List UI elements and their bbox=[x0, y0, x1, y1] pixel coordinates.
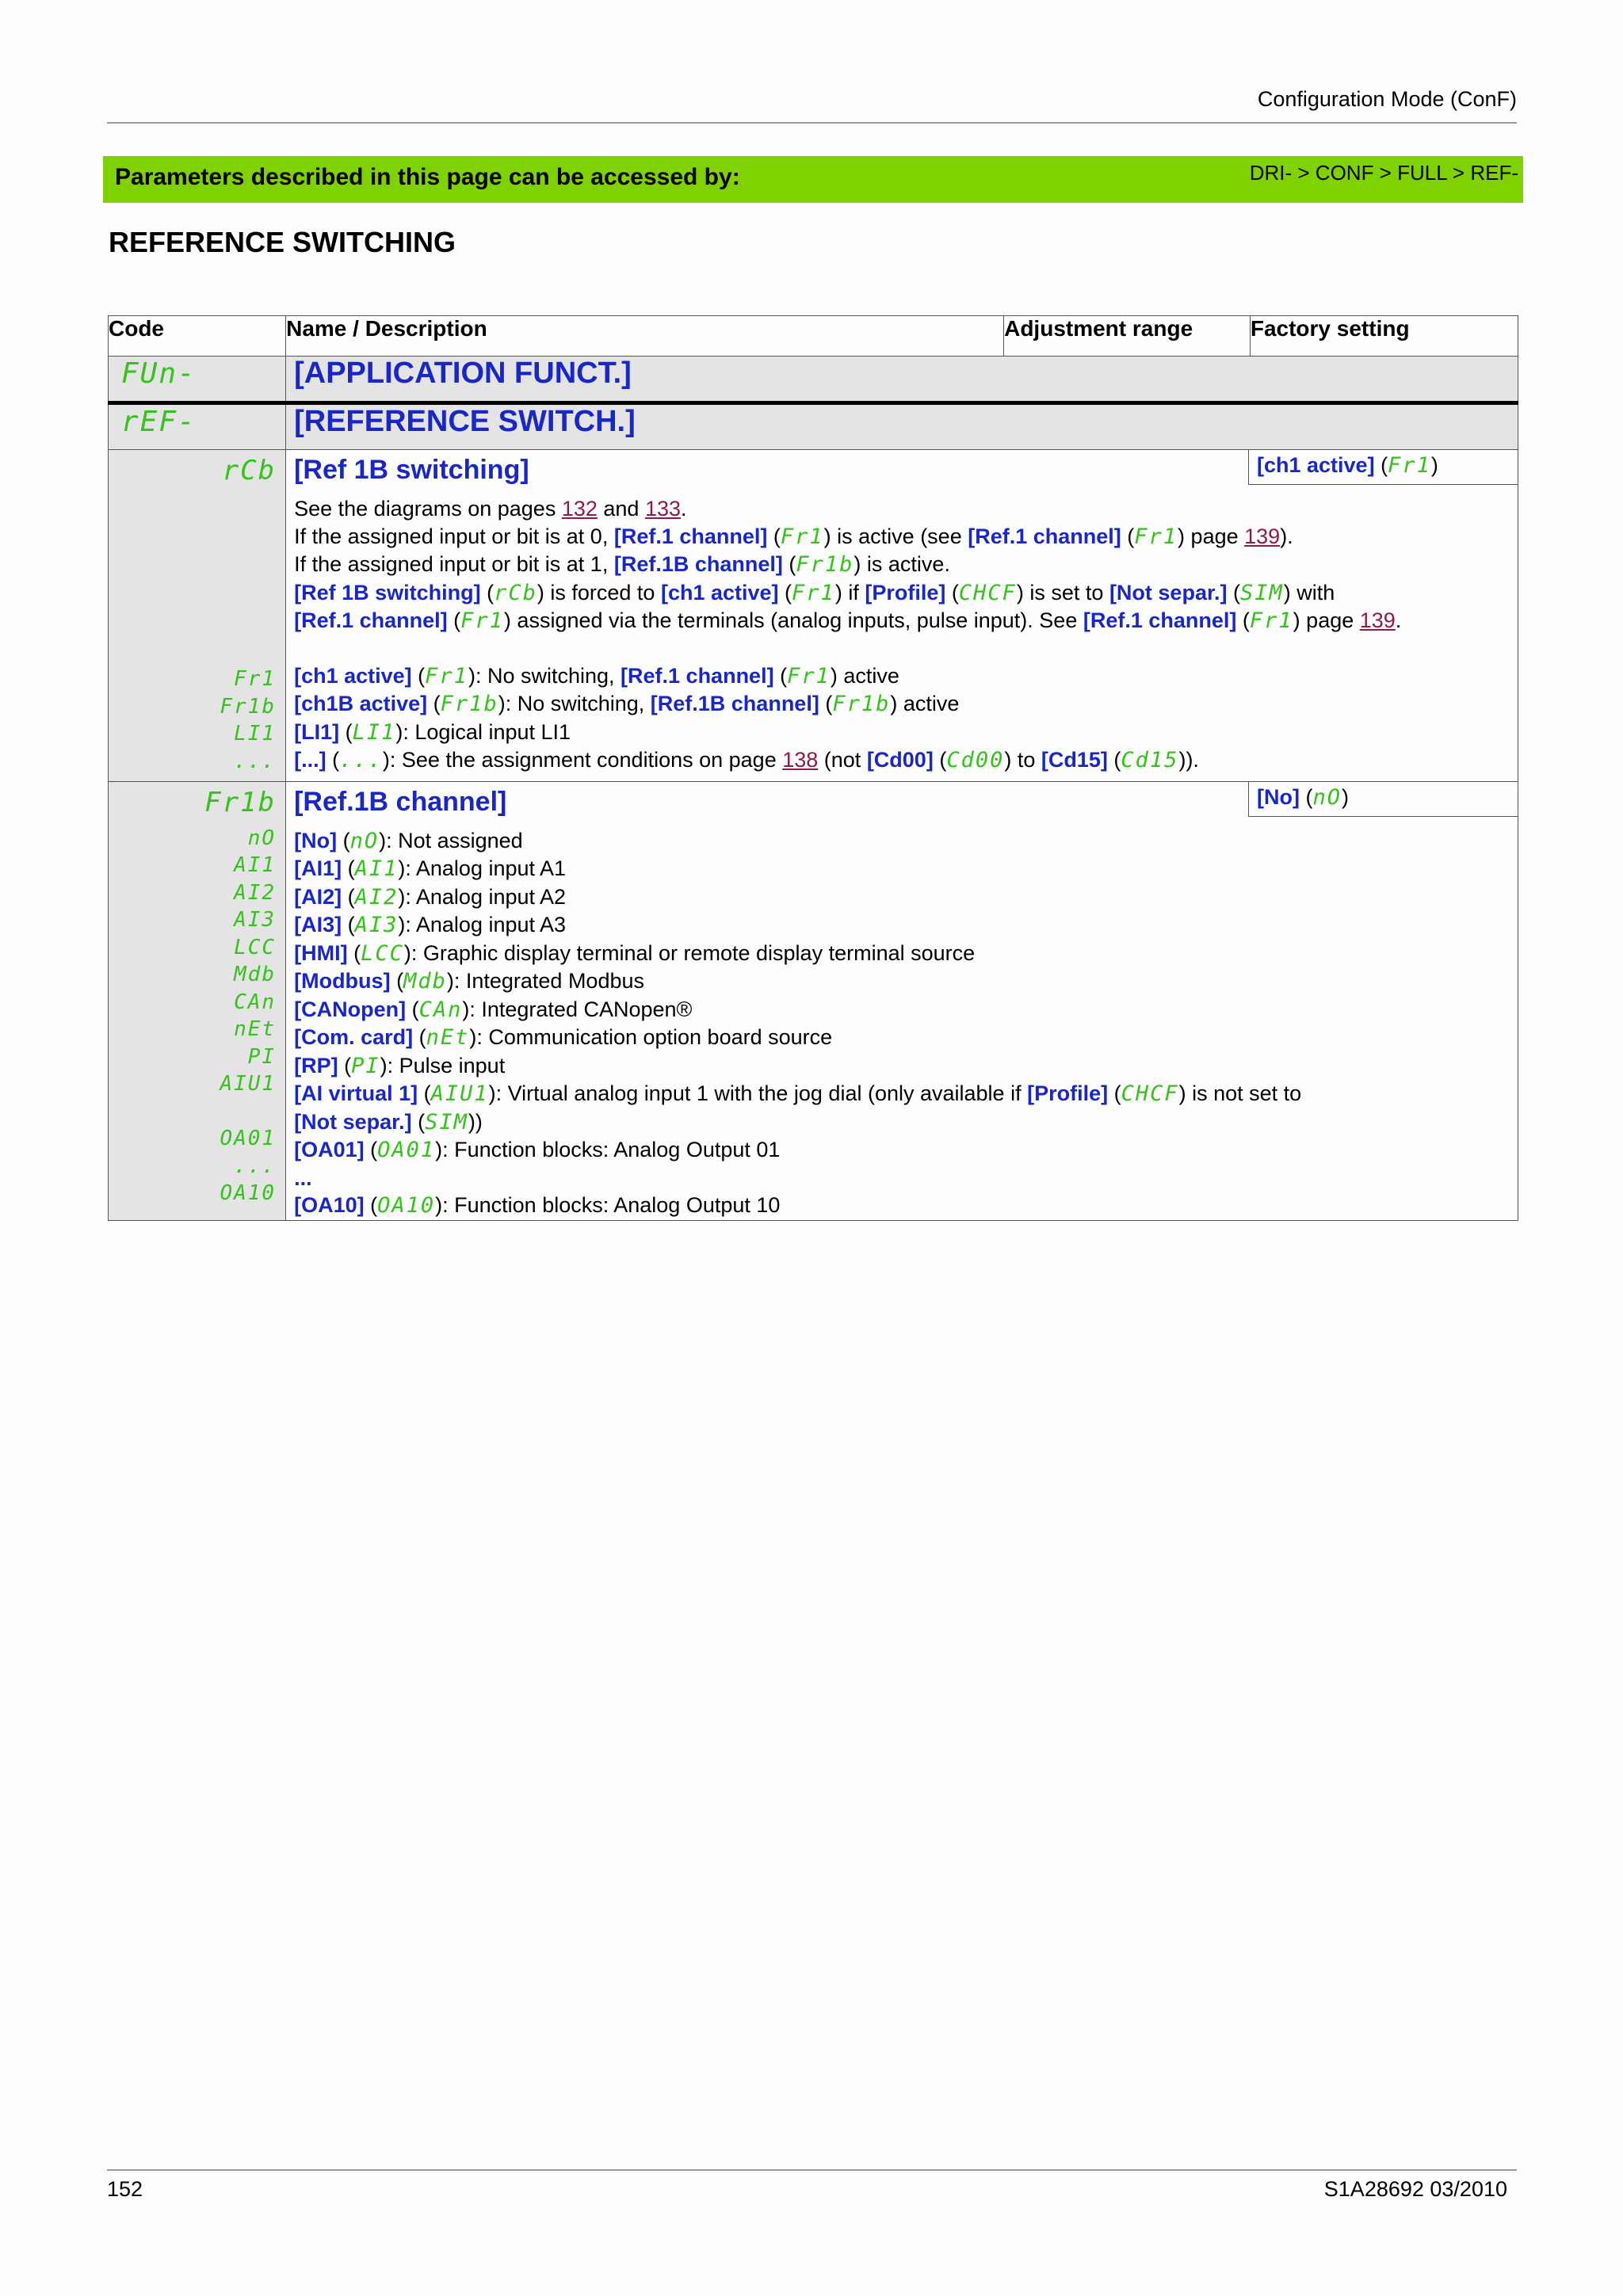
option-code: PI bbox=[247, 1044, 277, 1069]
option-line: [ch1B active] (Fr1b): No switching, [Ref.1B channel] (Fr1b) active bbox=[294, 692, 960, 716]
option-line: [ch1 active] (Fr1): No switching, [Ref.1 channel] (Fr1) active bbox=[294, 663, 899, 688]
param-code: rCb bbox=[222, 455, 277, 486]
option-code: AI1 bbox=[234, 853, 277, 877]
param-row-rcb bbox=[109, 450, 1518, 782]
option-line: [Com. card] (nEt): Communication option board source bbox=[294, 1025, 833, 1050]
option-line: [OA10] (OA10): Function blocks: Analog Output 10 bbox=[294, 1193, 781, 1218]
option-line: [AI3] (AI3): Analog input A3 bbox=[294, 913, 567, 937]
menu-code: rEF- bbox=[121, 406, 197, 438]
page-link[interactable]: 132 bbox=[561, 497, 598, 521]
option-line: [LI1] (LI1): Logical input LI1 bbox=[294, 719, 571, 745]
option-line: [AI virtual 1] (AIU1): Virtual analog input 1 with the jog dial (only available if [Profile] (CHCF) is not set to bbox=[294, 1081, 1302, 1106]
page-link[interactable]: 139 bbox=[1359, 608, 1396, 632]
option-code: ... bbox=[234, 749, 277, 773]
factory-setting: [No] (nO) bbox=[1248, 782, 1518, 817]
option-line: [Modbus] (Mdb): Integrated Modbus bbox=[294, 969, 644, 994]
factory-setting: [ch1 active] (Fr1) bbox=[1248, 450, 1518, 485]
param-code: Fr1b bbox=[204, 786, 277, 818]
menu-row-reference-switch bbox=[109, 403, 1518, 450]
col-header-range: Adjustment range bbox=[1004, 316, 1251, 357]
param-name: [Ref 1B switching] bbox=[294, 455, 529, 485]
option-line: [OA01] (OA01): Function blocks: Analog Output 01 bbox=[294, 1138, 781, 1162]
option-code: AIU1 bbox=[220, 1072, 277, 1096]
option-line: [CANopen] (CAn): Integrated CANopen® bbox=[294, 997, 693, 1022]
option-line: [Not separ.] (SIM)) bbox=[294, 1109, 483, 1135]
option-line: [AI2] (AI2): Analog input A2 bbox=[294, 884, 567, 910]
option-code: LI1 bbox=[234, 722, 277, 746]
page-link[interactable]: 139 bbox=[1244, 524, 1281, 548]
option-line: [RP] (PI): Pulse input bbox=[294, 1053, 506, 1078]
col-header-code: Code bbox=[109, 316, 286, 357]
table-header-row bbox=[109, 316, 1518, 357]
option-code: nEt bbox=[234, 1017, 277, 1041]
option-code: LCC bbox=[234, 935, 277, 959]
option-code: CAn bbox=[234, 990, 277, 1014]
param-row-fr1b bbox=[109, 781, 1518, 1220]
option-line: [AI1] (AI1): Analog input A1 bbox=[294, 856, 567, 881]
menu-row-application bbox=[109, 357, 1518, 403]
parameter-table bbox=[108, 315, 1518, 1221]
footer-rule bbox=[107, 2169, 1517, 2171]
option-line: ... bbox=[294, 1165, 312, 1190]
option-line: [...] (...): See the assignment conditions on page 138 (not [Cd00] (Cd00) to [Cd15] (Cd15)). bbox=[294, 748, 1199, 772]
access-path: DRI- > CONF > FULL > REF- bbox=[1249, 161, 1518, 185]
col-header-name: Name / Description bbox=[286, 316, 1004, 357]
page-link[interactable]: 133 bbox=[644, 497, 682, 521]
option-code: OA10 bbox=[220, 1181, 277, 1205]
col-header-factory: Factory setting bbox=[1250, 316, 1518, 357]
section-title: REFERENCE SWITCHING bbox=[109, 226, 456, 258]
page-link[interactable]: 138 bbox=[782, 748, 819, 772]
option-code: OA01 bbox=[220, 1127, 277, 1150]
running-header: Configuration Mode (ConF) bbox=[1257, 87, 1517, 111]
option-line: [HMI] (LCC): Graphic display terminal or remote display terminal source bbox=[294, 940, 976, 966]
option-code: Fr1b bbox=[220, 694, 277, 719]
menu-name: [APPLICATION FUNCT.] bbox=[286, 357, 1518, 403]
doc-reference: S1A28692 03/2010 bbox=[1323, 2177, 1507, 2201]
param-description: See the diagrams on pages 132 and 133. If the assigned input or bit is at 0, [Ref.1 channel] (Fr1) is active (see [Ref.1 channel] (Fr1) page 139). If the assigned input or bit is at 1, [Ref.1B channel] (Fr1b) is active. [Ref 1B switching] (rCb) is forced to [ch1 active] (Fr1) if [Profile] (CHCF) is set to [Not separ.] (SIM) with [Ref.1 channel] (Fr1) assigned via the terminals (analog inputs, pulse input). See [Ref.1 channel] (Fr1) page 139. [ch1 active] (Fr1): No switching, [Ref.1 channel] (Fr1) active [ch1B active] (Fr1b): No switching, [Ref.1B channel] (Fr1b) active [LI1] (LI1): Logical input LI1 [...] (...): See the assignment conditions on page 138 (not [Cd00] (Cd00) to [Cd15] (Cd15)). bbox=[286, 495, 1518, 781]
menu-code: FUn- bbox=[121, 357, 197, 390]
header-rule bbox=[107, 122, 1517, 124]
option-code: AI3 bbox=[234, 908, 277, 932]
menu-name: [REFERENCE SWITCH.] bbox=[286, 403, 1518, 450]
access-label: Parameters described in this page can be accessed by: bbox=[115, 164, 740, 190]
option-code: Mdb bbox=[234, 963, 277, 986]
option-code: AI2 bbox=[234, 880, 277, 905]
access-path-bar bbox=[103, 156, 1523, 203]
option-line: [No] (nO): Not assigned bbox=[294, 828, 523, 853]
option-code: ... bbox=[234, 1154, 277, 1178]
page-number: 152 bbox=[107, 2177, 143, 2201]
param-description bbox=[286, 827, 1518, 1220]
option-code: Fr1 bbox=[234, 667, 277, 691]
param-name: [Ref.1B channel] bbox=[294, 786, 507, 817]
option-code: nO bbox=[247, 826, 277, 850]
